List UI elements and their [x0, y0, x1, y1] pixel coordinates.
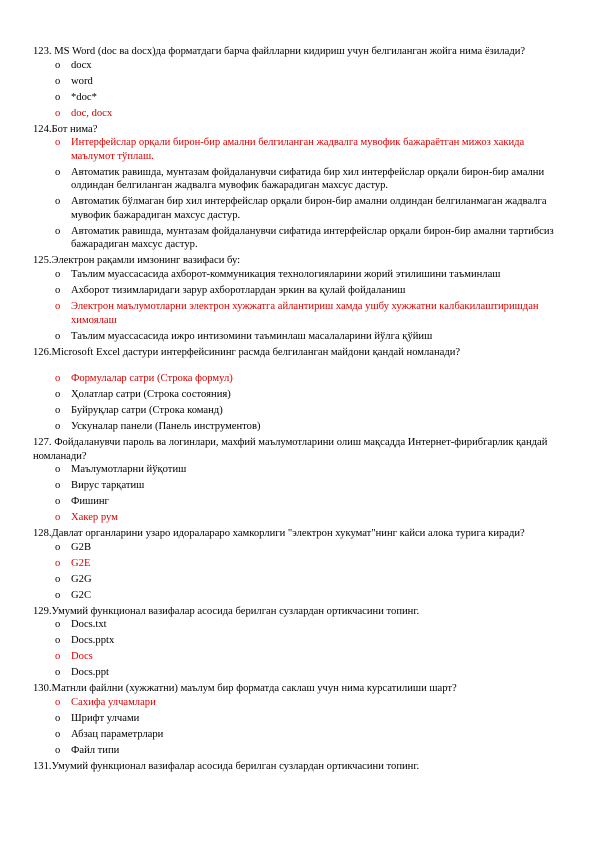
bullet-icon: o	[55, 464, 61, 476]
answer-text: G2C	[71, 589, 92, 601]
question-text: 126.Microsoft Excel дастури интерфейсининг расмда белгиланган майдони қандай номланади?	[33, 346, 461, 358]
answer-option-correct	[33, 511, 568, 525]
answer-text: Docs	[71, 651, 93, 663]
bullet-icon: o	[55, 59, 61, 71]
bullet-icon: o	[55, 137, 61, 149]
answer-option	[33, 479, 568, 493]
answer-option-correct	[33, 136, 568, 163]
answer-text: Абзац параметрлари	[71, 728, 164, 740]
answer-option	[33, 666, 568, 680]
answer-options	[33, 618, 568, 680]
bullet-icon: o	[55, 225, 61, 237]
bullet-icon: o	[55, 389, 61, 401]
bullet-icon: o	[55, 421, 61, 433]
bullet-icon: o	[55, 301, 61, 312]
answer-text: Формулалар сатри (Строка формул)	[71, 373, 233, 385]
bullet-icon: o	[55, 635, 61, 647]
answer-text: Docs.ppt	[71, 667, 109, 679]
answer-text: Ҳолатлар сатри (Строка состояния)	[71, 389, 231, 401]
answer-options	[33, 59, 568, 121]
question-text: 125.Электрон рақамли имзонинг вазифаси бу:	[33, 255, 241, 267]
bullet-icon: o	[55, 91, 61, 103]
answer-option	[33, 75, 568, 89]
answer-option	[33, 744, 568, 758]
answer-options	[33, 463, 568, 525]
answer-option-correct	[33, 650, 568, 664]
answer-text: Шрифт улчами	[71, 712, 140, 724]
question-text: 130.Матнли файлни (хужжатни) маълум бир форматда саклаш учун нима курсатилиши шарт?	[33, 683, 457, 695]
answer-text: Таълим муассасасида ахборот-коммуникация технологияларини жорий этилишини таъминлаш	[71, 269, 501, 281]
blank-line	[33, 359, 568, 372]
answer-option	[33, 59, 568, 73]
bullet-icon: o	[55, 512, 61, 524]
answer-text: Сахифа улчамлари	[71, 696, 156, 708]
question-block	[33, 346, 568, 434]
question-block	[33, 123, 568, 253]
answer-option	[33, 91, 568, 105]
answer-text: G2B	[71, 541, 92, 553]
answer-text: Ускуналар панели (Панель инструментов)	[71, 421, 261, 433]
answer-option	[33, 225, 568, 252]
bullet-icon: o	[55, 496, 61, 508]
answer-text: Автоматик равишда, мунтазам фойдаланувчи сифатида интерфейслар орқали бирон-бир амални тартибсиз бажарадиган махсус дастур.	[71, 225, 554, 251]
bullet-icon: o	[55, 651, 61, 663]
bullet-icon: o	[55, 712, 61, 724]
question-block	[33, 254, 568, 343]
answer-text: G2G	[71, 573, 92, 585]
answer-text: Фишинг	[71, 496, 109, 508]
answer-text: Маълумотларни йўқотиш	[71, 464, 187, 476]
answer-text: Docs.txt	[71, 619, 107, 631]
answer-text: Ахборот тизимларидаги зарур ахборотлардан эркин ва қулай фойдаланиш	[71, 285, 406, 297]
bullet-icon: o	[55, 744, 61, 756]
answer-option	[33, 495, 568, 509]
answer-option	[33, 589, 568, 603]
answer-text: docx	[71, 59, 92, 71]
answer-option	[33, 541, 568, 555]
bullet-icon: o	[55, 619, 61, 631]
answer-text: word	[71, 75, 93, 87]
answer-text: Docs.pptx	[71, 635, 115, 647]
document-body	[33, 45, 568, 773]
answer-option	[33, 268, 568, 282]
answer-text: Автоматик бўлмаган бир хил интерфейслар орқали бирон-бир амални олдиндан белгиланмаган жадвалга мувофик бажарадиган махсус дастур.	[71, 196, 547, 221]
answer-option	[33, 388, 568, 402]
bullet-icon: o	[55, 330, 61, 342]
answer-text: Таълим муассасасида ижро интизомини таъминлаш масалаларини йўлга қўйиш	[71, 330, 433, 342]
bullet-icon: o	[55, 285, 61, 297]
answer-option	[33, 404, 568, 418]
bullet-icon: o	[55, 589, 61, 601]
answer-option	[33, 166, 568, 193]
question-text: 131.Умумий функционал вазифалар асосида берилган сузлардан ортикчасини топинг.	[33, 760, 420, 772]
bullet-icon: o	[55, 541, 61, 553]
bullet-icon: o	[55, 196, 61, 208]
answer-options	[33, 268, 568, 343]
question-text: 128.Давлат органларини узаро идоралараро хамкорлиги "электрон хукумат"нинг кайси алока турига киради?	[33, 528, 525, 540]
answer-option-correct	[33, 372, 568, 386]
answer-text: Вирус тарқатиш	[71, 480, 145, 492]
answer-options	[33, 372, 568, 434]
answer-option	[33, 195, 568, 222]
answer-option	[33, 573, 568, 587]
bullet-icon: o	[55, 728, 61, 740]
bullet-icon: o	[55, 667, 61, 679]
answer-option-correct	[33, 696, 568, 710]
question-block	[33, 760, 568, 774]
answer-text: Буйруқлар сатри (Строка команд)	[71, 405, 223, 417]
answer-option	[33, 420, 568, 434]
answer-text: Хакер рум	[71, 512, 118, 524]
answer-text: Интерфейслар орқали бирон-бир амални белгиланган жадвалга мувофик бажараётган мижоз хакида маълумот тўплаш.	[71, 137, 525, 162]
question-text: 123. MS Word (doc ва docx)да форматдаги барча файлларни кидириш учун белгиланган жойга нима ёзилади?	[33, 46, 526, 57]
answer-option	[33, 284, 568, 298]
bullet-icon: o	[55, 269, 61, 281]
answer-option-correct	[33, 300, 568, 327]
question-text: 124.Бот нима?	[33, 123, 98, 135]
bullet-icon: o	[55, 75, 61, 87]
question-block	[33, 436, 568, 525]
bullet-icon: o	[55, 573, 61, 585]
answer-option-correct	[33, 107, 568, 121]
answer-option	[33, 712, 568, 726]
answer-text: *doc*	[71, 91, 97, 103]
answer-option	[33, 463, 568, 477]
question-block	[33, 682, 568, 757]
answer-option	[33, 618, 568, 632]
answer-text: Автоматик равишда, мунтазам фойдаланувчи сифатида бир хил интерфейслар орқали бирон-бир амални олдиндан белгиланган жадвалга мувофик бажарадиган махсус дастур.	[71, 166, 545, 192]
answer-option	[33, 330, 568, 344]
answer-options	[33, 136, 568, 252]
bullet-icon: o	[55, 373, 61, 385]
bullet-icon: o	[55, 107, 61, 119]
answer-option	[33, 634, 568, 648]
question-block	[33, 605, 568, 680]
answer-options	[33, 696, 568, 758]
bullet-icon: o	[55, 557, 61, 569]
answer-option-correct	[33, 557, 568, 571]
answer-text: Электрон маълумотларни электрон хужжатга айлантириш хамда ушбу хужжатни калбакилаштиришдан химоялаш	[71, 301, 539, 326]
question-block	[33, 45, 568, 120]
answer-text: G2E	[71, 557, 91, 569]
question-block	[33, 527, 568, 602]
answer-options	[33, 541, 568, 603]
answer-text: Файл типи	[71, 744, 120, 756]
bullet-icon: o	[55, 405, 61, 417]
bullet-icon: o	[55, 480, 61, 492]
answer-text: doc, docx	[71, 107, 113, 119]
answer-option	[33, 728, 568, 742]
bullet-icon: o	[55, 696, 61, 708]
bullet-icon: o	[55, 166, 61, 178]
question-text: 129.Умумий функционал вазифалар асосида берилган сузлардан ортикчасини топинг.	[33, 605, 420, 617]
question-text: 127. Фойдаланувчи пароль ва логинлари, махфий маълумотларини олиш мақсадда Интернет-фирибгарлик қандай номланади?	[33, 437, 548, 462]
